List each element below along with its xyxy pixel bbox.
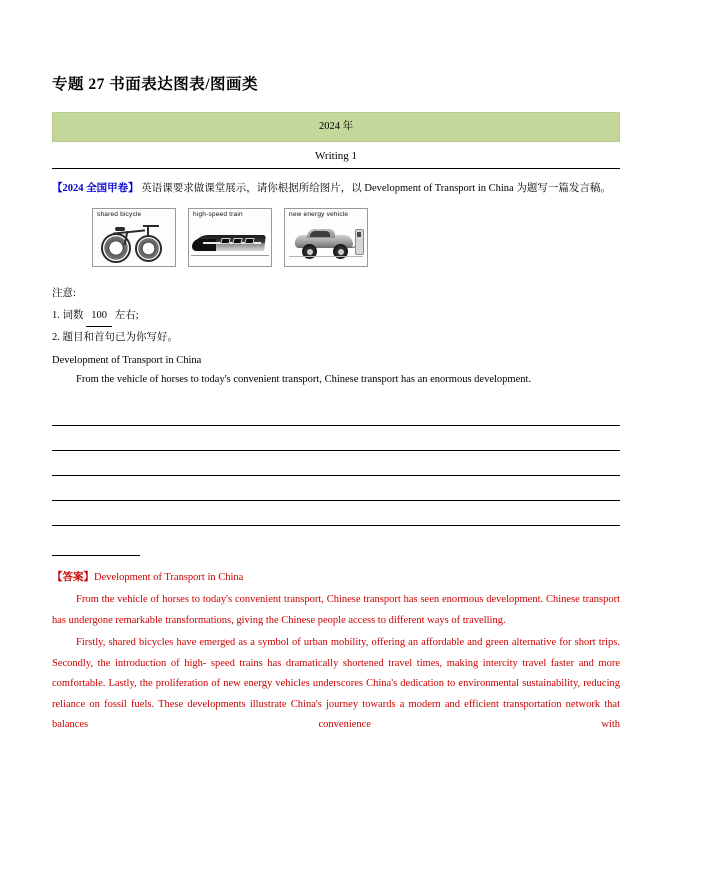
- writing-line[interactable]: [52, 451, 620, 476]
- car-window: [310, 231, 330, 237]
- word-count-blank: 100: [86, 305, 112, 328]
- notes-item-1-suffix: 左右;: [114, 309, 139, 321]
- writing-line[interactable]: [52, 401, 620, 426]
- document-content: [52, 72, 620, 738]
- answer-label: 【答案】: [52, 571, 94, 583]
- bicycle-illustration: [101, 225, 167, 261]
- notes-item-1-prefix: 1. 词数: [52, 309, 84, 321]
- answer-title: Development of Transport in China: [94, 571, 244, 583]
- shared-bicycle-caption: shared bicycle: [97, 211, 142, 219]
- section-heading: Writing 1: [52, 142, 620, 169]
- bicycle-front-wheel: [135, 235, 162, 262]
- train-window-2: [232, 238, 242, 244]
- bicycle-handlebar: [143, 225, 159, 227]
- bicycle-seat: [115, 227, 125, 231]
- shared-bicycle-picture: [92, 208, 176, 267]
- answer-block: [52, 568, 620, 736]
- notes-block: [52, 283, 620, 349]
- new-energy-vehicle-picture: [284, 208, 368, 267]
- car-ground-line: [289, 256, 363, 257]
- bicycle-stem: [147, 226, 149, 236]
- prompt-text: 英语课要求做课堂展示，请你根据所给图片，以 Development of Transport in China 为题写一篇发言稿。: [141, 183, 611, 194]
- train-window-1: [220, 238, 230, 244]
- prompt-paragraph: [52, 179, 620, 198]
- picture-row: [92, 208, 620, 267]
- answer-writing-lines: [52, 401, 620, 526]
- answer-paragraph-1: From the vehicle of horses to today's convenient transport, Chinese transport has seen enormous development. Chinese transport has undergone remarkable transformations, giving the Chinese people access to different ways of travelling.: [52, 594, 620, 626]
- charging-station-icon: [355, 229, 364, 255]
- high-speed-train-picture: [188, 208, 272, 267]
- essay-lead-sentence: From the vehicle of horses to today's convenient transport, Chinese transport has an enormous development.: [76, 373, 532, 385]
- writing-line[interactable]: [52, 476, 620, 501]
- new-energy-vehicle-caption: new energy vehicle: [289, 211, 349, 219]
- notes-item-1: [52, 305, 620, 328]
- writing-line[interactable]: [52, 501, 620, 526]
- year-band: 2024 年: [52, 112, 620, 142]
- notes-label: 注意:: [52, 288, 76, 300]
- train-window-3: [244, 238, 254, 244]
- section-divider: [52, 554, 140, 556]
- prompt-source-tag: 【2024 全国甲卷】: [52, 183, 139, 194]
- page-title: 专题 27 书面表达图表/图画类: [52, 76, 259, 93]
- train-rail: [191, 255, 269, 256]
- notes-item-2: 2. 题目和首句已为你写好。: [52, 332, 178, 344]
- high-speed-train-caption: high-speed train: [193, 211, 243, 219]
- answer-paragraph-2: Firstly, shared bicycles have emerged as a symbol of urban mobility, offering an affordable and green alternative for short trips. Secondly, the introduction of high- speed trains has dramatically shortened travel times, making intercity travel faster and more comfortable. Lastly, the proliferation of new energy vehicles underscores China's dedication to environmental sustainability, reducing reliance on fossil fuels. These developments illustrate China's journey towards a modern and efficient transportation network that balances convenience with: [52, 637, 620, 731]
- answer-heading-line: [52, 568, 620, 588]
- writing-line[interactable]: [52, 426, 620, 451]
- essay-title: Development of Transport in China: [52, 354, 202, 366]
